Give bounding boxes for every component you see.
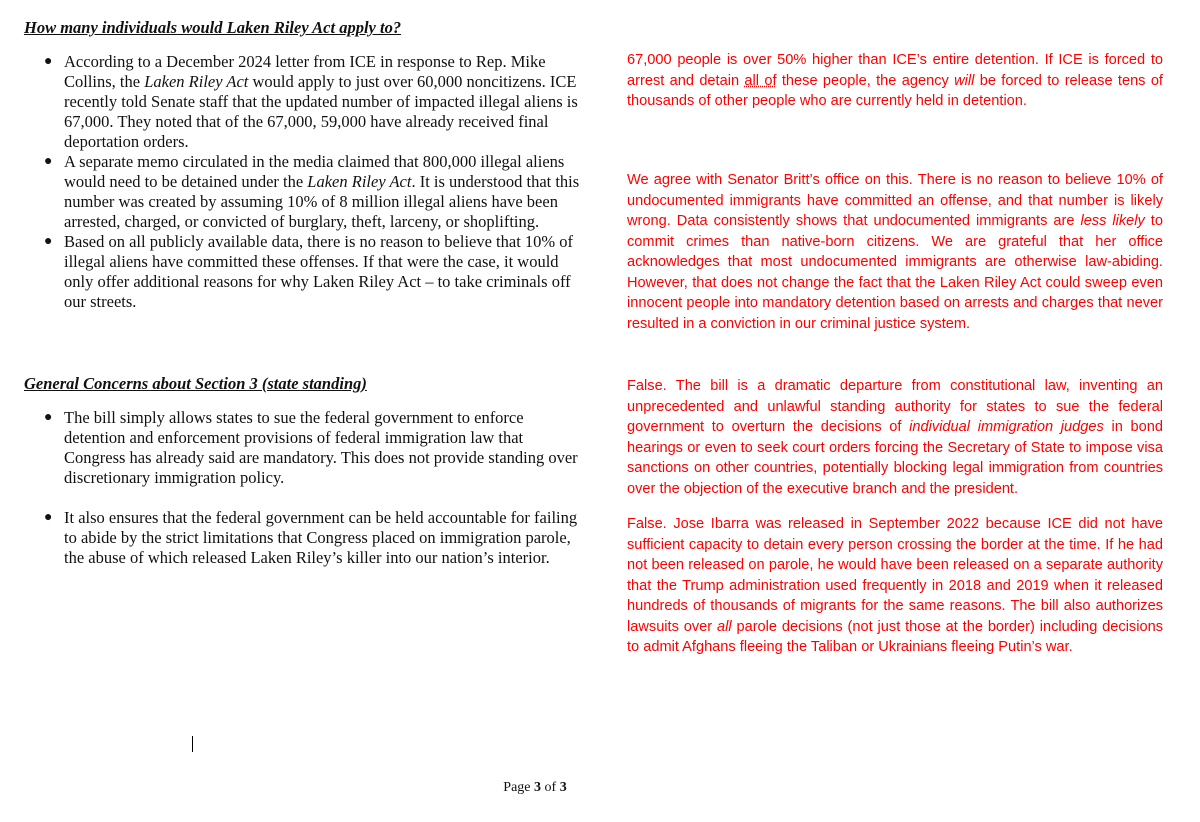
bullet-item: [24, 152, 584, 232]
emphasis-text: all: [717, 618, 732, 635]
response-ten-percent: [627, 170, 1163, 334]
response-text: parole decisions (not just those at the border) including decisions to admit Afghans fleeing the Taliban or Ukrainians fleeing Putin’s war.: [627, 618, 1164, 655]
response-text: in bond hearings or even to seek court orders forcing the Secretary of State to impose visa sanctions on other countries, potentially blocking legal immigration from countries over the objection of the executive branch and the president.: [627, 419, 1163, 497]
bullet-list: [24, 408, 584, 568]
response-state-standing: [627, 376, 1163, 499]
bullet-text: It also ensures that the federal government can be held accountable for failing to abide by the strict limitations that Congress placed on immigration parole, the abuse of which released Laken Riley’s killer into our nation’s interior.: [64, 508, 578, 567]
emphasis-text: will: [954, 72, 975, 89]
response-text: 67,000 people is over 50% higher than ICE’s entire detention. If ICE is forced to arrest and detain: [627, 52, 1163, 89]
bullet-dot-icon: ●: [44, 510, 53, 525]
bill-name: Laken Riley Act: [144, 72, 249, 91]
bullet-item: [24, 232, 584, 312]
response-parole: [627, 514, 1163, 658]
current-page: 3: [534, 780, 542, 795]
bullet-item: [24, 508, 584, 568]
text-cursor: [192, 736, 193, 752]
response-text: these people, the agency: [776, 72, 955, 89]
bullet-text: The bill simply allows states to sue the federal government to enforce detention and enforcement provisions of federal immigration law that Congress has already said are mandatory. This does not provide standing over discretionary immigration policy.: [64, 408, 578, 487]
bullet-text: According to a December 2024 letter from ICE in response to Rep. Mike Collins, the: [64, 52, 546, 91]
response-detention-capacity: [627, 50, 1163, 112]
response-text: False. The bill is a dramatic departure from constitutional law, inventing an unprecedented and unlawful standing authority for states to sue the federal government to overturn the decisions of: [627, 378, 1163, 435]
bullet-dot-icon: ●: [44, 154, 53, 169]
emphasis-text: less likely: [1080, 213, 1145, 229]
section-heading-state-standing: General Concerns about Section 3 (state standing): [24, 374, 367, 393]
bullet-text: . It is understood that this number was created by assuming 10% of 8 million illegal aliens have been arrested, charged, or convicted of burglary, theft, larceny, or shoplifting.: [64, 172, 580, 231]
response-text: False. Jose Ibarra was released in September 2022 because ICE did not have sufficient capacity to detain every person crossing the border at the time. If he had not been released on parole, he would have been released on a separate authority that the Trump administration used frequently in 2018 and 2019 when it released hundreds of thousands of migrants for the same reasons. The bill also authorizes lawsuits over: [627, 516, 1163, 635]
bill-name: Laken Riley Act: [307, 172, 412, 191]
response-text: to commit crimes than native-born citizens. We are grateful that her office acknowledges that most undocumented immigrants are otherwise law-abiding. However, that does not change the fact that the Laken Riley Act could sweep even innocent people into mandatory detention based on arrests and charges that never resulted in a conviction in our criminal justice system.: [627, 213, 1163, 332]
bullet-dot-icon: ●: [44, 410, 53, 425]
total-pages: 3: [559, 780, 567, 795]
bullet-text: A separate memo circulated in the media claimed that 800,000 illegal aliens would need to be detained under the: [64, 152, 565, 191]
section-applicability: [24, 18, 584, 312]
bullet-text: Based on all publicly available data, there is no reason to believe that 10% of illegal aliens have committed these offenses. If that were the case, it would only offer additional reasons for why Laken Riley Act – to take criminals off our streets.: [64, 232, 574, 311]
response-text: be forced to release tens of thousands of other people who are currently held in detention.: [627, 72, 1163, 109]
bullet-list: [24, 52, 584, 312]
section-heading-applicability: How many individuals would Laken Riley Act apply to?: [24, 18, 402, 37]
response-text: We agree with Senator Britt’s office on this. There is no reason to believe 10% of undocumented immigrants have committed an offense, and that number is likely wrong. Data consistently shows that undocumented immigrants are: [627, 172, 1163, 229]
emphasis-text: individual immigration judges: [909, 419, 1104, 435]
of-label: of: [544, 780, 557, 795]
bullet-dot-icon: ●: [44, 234, 53, 249]
emphasis-text: all of: [744, 72, 777, 89]
bullet-text: would apply to just over 60,000 noncitizens. ICE recently told Senate staff that the updated number of impacted illegal aliens is 67,000. They noted that of the 67,000, 59,000 have already received final deportation orders.: [64, 72, 578, 151]
bullet-item: [24, 52, 584, 152]
bullet-item: [24, 408, 584, 488]
bullet-dot-icon: ●: [44, 54, 53, 69]
page-label: Page: [503, 780, 531, 795]
page-number: [0, 780, 1070, 796]
section-state-standing: [24, 374, 584, 568]
